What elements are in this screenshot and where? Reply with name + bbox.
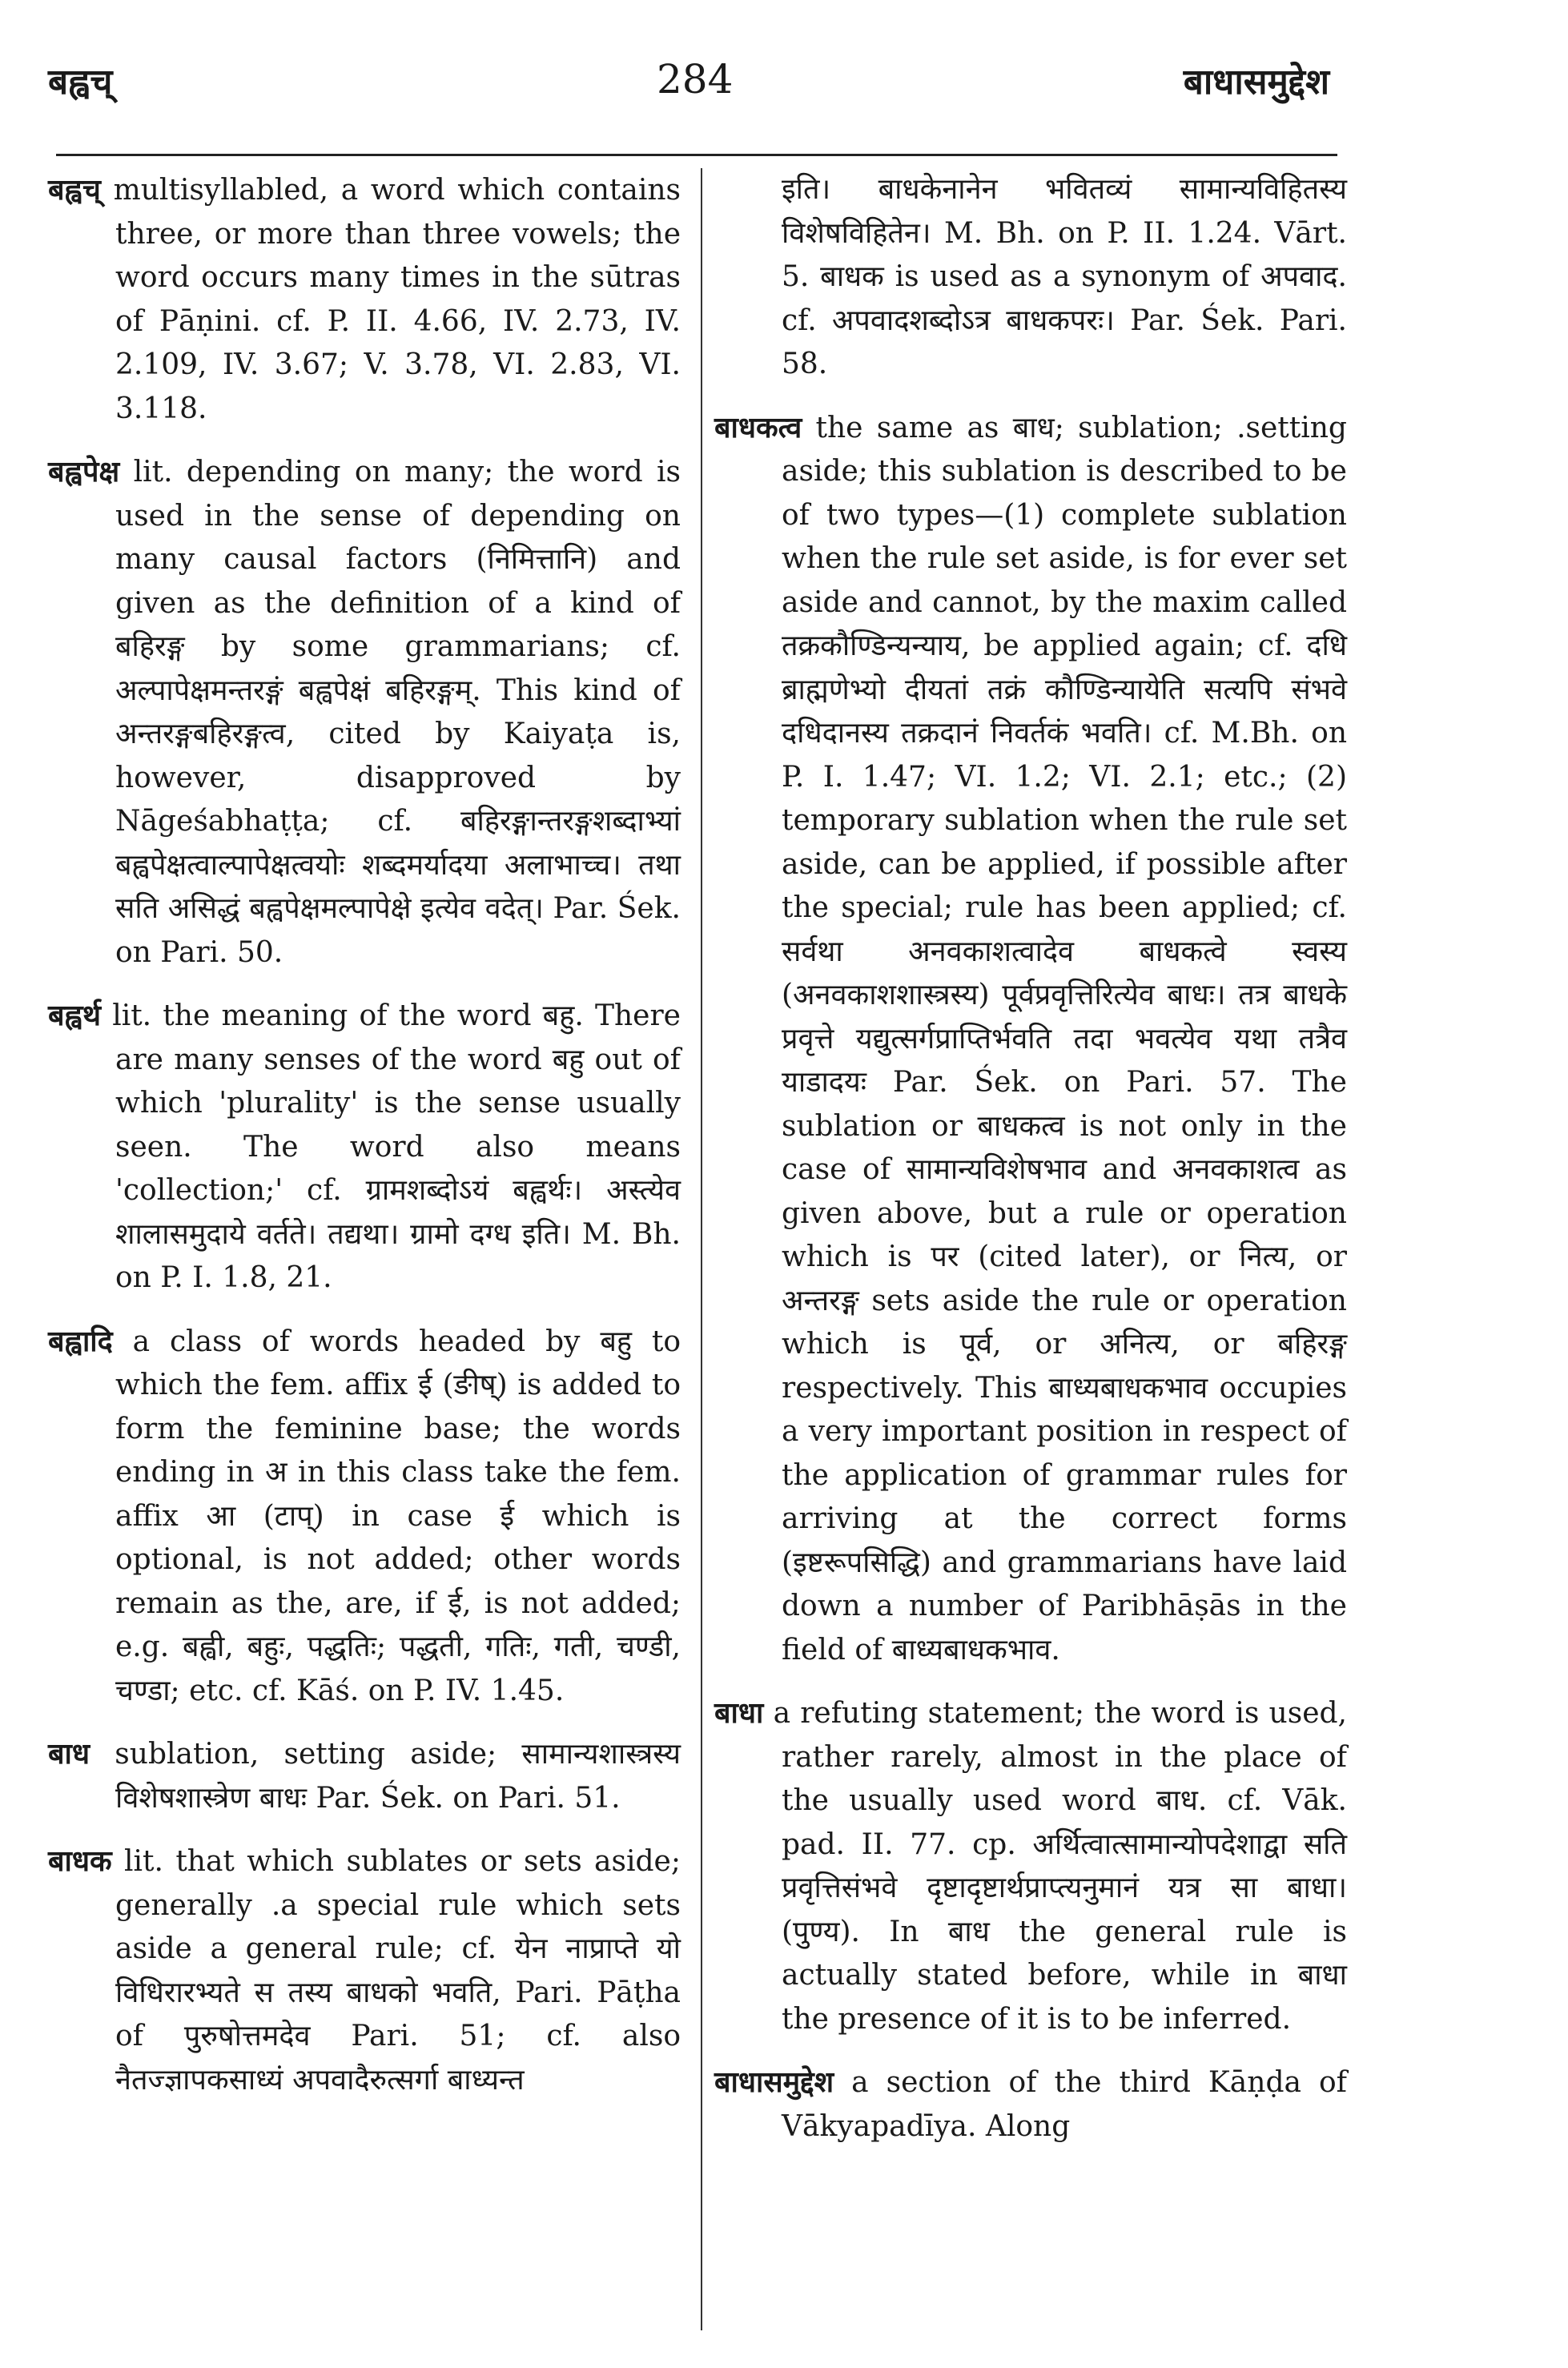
entry-headword: बाधकत्व bbox=[714, 410, 802, 444]
header-last-headword: बाधासमुद्देश bbox=[1183, 62, 1329, 103]
entry-continuation bbox=[714, 168, 1347, 387]
column-divider bbox=[701, 168, 702, 2330]
header-rule bbox=[56, 154, 1337, 156]
dictionary-entry bbox=[714, 1691, 1347, 2041]
dictionary-entry bbox=[714, 2060, 1347, 2149]
dictionary-entry bbox=[48, 1732, 681, 1820]
entry-headword: बह्वपेक्ष bbox=[48, 455, 120, 488]
entry-headword: बाधा bbox=[714, 1696, 764, 1730]
dictionary-entry bbox=[48, 450, 681, 975]
entry-definition: lit. that which sublates or sets aside; generally .a special rule which sets aside a general rule; cf. येन नाप्राप्ते यो विधिरारभ्यते स तस्य बाधको भवति, Pari. Pāṭha of पुरुषोत्तमदेव Pari. 51; cf. also नैतज्ज्ञापकसाध्यं अपवादैरुत्सर्गा बाध्यन्त bbox=[115, 1845, 681, 2097]
entry-definition: a section of the third Kāṇḍa of Vākyapadīya. Along bbox=[782, 2066, 1347, 2143]
entry-definition: lit. the meaning of the word बहु. There are many senses of the word बहु out of which 'plurality' is the sense usually seen. The word also means 'collection;' cf. ग्रामशब्दोऽयं बह्वर्थः। अस्त्येव शालासमुदाये वर्तते। तद्यथा। ग्रामो दग्ध इति। M. Bh. on P. I. 1.8, 21. bbox=[112, 999, 681, 1294]
entry-definition: the same as बाध; sublation; .setting aside; this sublation is described to be of two types—(1) complete sublation when the rule set aside, is for ever set aside and cannot, by the maxim called तक्रकौण्डिन्यन्याय, be applied again; cf. दधि ब्राह्मणेभ्यो दीयतां तक्रं कौण्डिन्यायेति सत्यपि संभवे दधिदानस्य तक्रदानं निवर्तकं भवति। cf. M.Bh. on P. I. 1.47; VI. 1.2; VI. 2.1; etc.; (2) temporary sublation when the rule set aside, can be applied, if possible after the special; rule has been applied; cf. सर्वथा अनवकाशत्वादेव बाधकत्वे स्वस्य (अनवकाशशास्त्रस्य) पूर्वप्रवृत्तिरित्येव बाधः। तत्र बाधके प्रवृत्ते यद्युत्सर्गप्राप्तिर्भवति तदा भवत्येव यथा तत्रैव याडादयः Par. Śek. on Pari. 57. The sublation or बाधकत्व is not only in the case of सामान्यविशेषभाव and अनवकाशत्व as given above, but a rule or operation which is पर (cited later), or नित्य, or अन्तरङ्ग sets aside the rule or operation which is पूर्व, or अनित्य, or बहिरङ्ग respectively. This बाध्यबाधकभाव occupies a very important position in respect of the application of grammar rules for arriving at the correct forms (इष्टरूपसिद्धि) and grammarians have laid down a number of Paribhāṣās in the field of बाध्यबाधकभाव. bbox=[782, 411, 1347, 1666]
page-header bbox=[48, 56, 1329, 112]
right-column bbox=[714, 168, 1347, 2168]
entry-definition: multisyllabled, a word which contains three, or more than three vowels; the word occurs many times in the sūtras of Pāṇini. cf. P. II. 4.66, IV. 2.73, IV. 2.109, IV. 3.67; V. 3.78, VI. 2.83, VI. 3.118. bbox=[113, 174, 681, 425]
dictionary-entry bbox=[48, 994, 681, 1301]
entry-definition: sublation, setting aside; सामान्यशास्त्रस्य विशेषशास्त्रेण बाधः Par. Śek. on Pari. 51. bbox=[115, 1738, 681, 1815]
entry-headword: बह्वर्थ bbox=[48, 999, 101, 1032]
entry-headword: बाध bbox=[48, 1737, 90, 1771]
header-first-headword: बह्वच् bbox=[48, 62, 113, 103]
dictionary-entry bbox=[48, 1320, 681, 1714]
entry-definition: a class of words headed by बहु to which the fem. affix ई (ङीष्) is added to form the feminine base; the words ending in अ in this class take the fem. affix आ (टाप्) in case ई which is optional, is not added; other words remain as the‚ are, if ई, is not added; e.g. बह्वी, बहुः, पद्धतिः; पद्धती, गतिः, गती, चण्डी, चण्डा; etc. cf. Kāś. on P. IV. 1.45. bbox=[115, 1325, 681, 1707]
page-number: 284 bbox=[657, 56, 734, 103]
entry-headword: बाधक bbox=[48, 1844, 112, 1878]
dictionary-entry bbox=[48, 168, 681, 431]
entry-headword: बह्वच् bbox=[48, 173, 101, 207]
entry-definition: इति। बाधकेनानेन भवितव्यं सामान्यविहितस्य विशेषविहितेन। M. Bh. on P. II. 1.24. Vārt. 5. बाधक is used as a synonym of अपवाद. cf. अपवादशब्दोऽत्र बाधकपरः। Par. Śek. Pari. 58. bbox=[782, 173, 1347, 380]
entry-definition: a refuting statement; the word is used, rather rarely, almost in the place of the usually used word बाध. cf. Vāk. pad. II. 77. cp. अर्थित्वात्सामान्योपदेशाद्वा सति प्रवृत्तिसंभवे दृष्टादृष्टार्थप्राप्त्यनुमानं यत्र सा बाधा। (पुण्य). In बाध the general rule is actually stated before, while in बाधा the presence of it is to be inferred. bbox=[773, 1697, 1347, 2036]
dictionary-entry bbox=[48, 1839, 681, 2102]
entry-headword: बाधासमुद्देश bbox=[714, 2065, 834, 2099]
entry-definition: lit. depending on many; the word is used in the sense of depending on many causal factors (निमित्तानि) and given as the definition of a kind of बहिरङ्ग by some grammarians; cf. अल्पापेक्षमन्तरङ्गं बह्वपेक्षं बहिरङ्गम्. This kind of अन्तरङ्गबहिरङ्गत्व, cited by Kaiyaṭa is, however, disapproved by Nāgeśabhaṭṭa; cf. बहिरङ्गान्तरङ्गशब्दाभ्यां बह्वपेक्षत्वाल्पापेक्षत्वयोः शब्दमर्यादया अलाभाच्च। तथा सति असिद्धं बह्वपेक्षमल्पापेक्षे इत्येव वदेत्। Par. Śek. on Pari. 50. bbox=[115, 456, 681, 969]
entry-headword: बह्वादि bbox=[48, 1324, 113, 1358]
dictionary-entry bbox=[714, 406, 1347, 1673]
left-column bbox=[48, 168, 681, 2121]
